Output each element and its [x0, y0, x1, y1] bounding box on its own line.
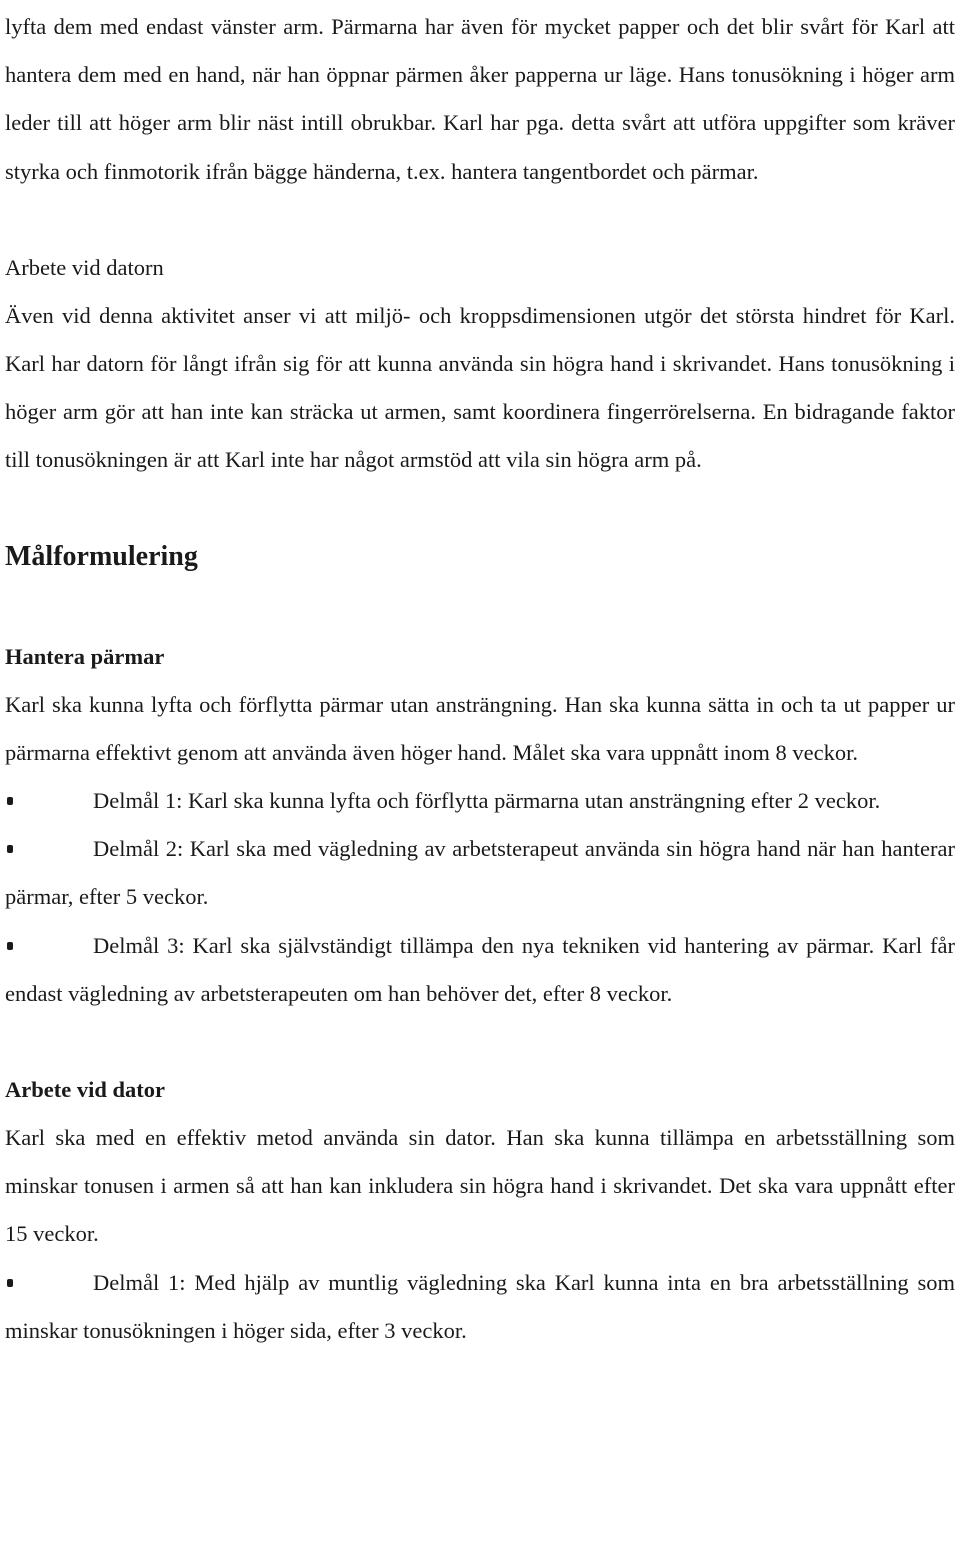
spacer	[5, 1018, 955, 1066]
spacer	[5, 196, 955, 244]
goal-heading-computer: Arbete vid dator	[5, 1077, 165, 1103]
spacer	[5, 581, 955, 633]
subgoal-item	[5, 777, 955, 825]
goal-heading-binders: Hantera pärmar	[5, 643, 165, 669]
subgoal-text: Delmål 1: Karl ska kunna lyfta och förflytta pärmarna utan ansträngning efter 2 veckor.	[93, 788, 881, 814]
spacer	[5, 485, 955, 533]
subgoal-item	[5, 825, 955, 921]
goal-formulation-heading: Målformulering	[5, 540, 198, 572]
subgoal-item	[5, 1259, 955, 1355]
document-page	[5, 0, 955, 1355]
section-paragraph-computer: Även vid denna aktivitet anser vi att miljö- och kroppsdimensionen utgör det största hindret för Karl. Karl har datorn för långt ifrån sig för att kunna använda sin högra hand i skrivandet. Hans tonusökning i höger arm gör att han inte kan sträcka ut armen, samt koordinera fingerrörelserna. En bidragande faktor till tonusökningen är att Karl inte har något armstöd att vila sin högra arm på.	[5, 302, 955, 473]
section-heading-computer: Arbete vid datorn	[5, 254, 164, 280]
intro-paragraph: lyfta dem med endast vänster arm. Pärmarna har även för mycket papper och det blir svårt för Karl att hantera dem med en hand, när han öppnar pärmen åker papperna ur läge. Hans tonusökning i höger arm leder till att höger arm blir näst intill obrukbar. Karl har pga. detta svårt att utföra uppgifter som kräver styrka och finmotorik ifrån bägge händerna, t.ex. hantera tangentbordet och pärmar.	[5, 14, 955, 184]
goal-paragraph-computer: Karl ska med en effektiv metod använda sin dator. Han ska kunna tillämpa en arbetsställning som minskar tonusen i armen så att han kan inkludera sin högra hand i skrivandet. Det ska vara uppnått efter 15 veckor.	[5, 1125, 955, 1247]
subgoal-item	[5, 922, 955, 1018]
subgoal-text: Delmål 3: Karl ska självständigt tillämpa den nya tekniken vid hantering av pärmar. Karl får endast vägledning av arbetsterapeuten om han behöver det, efter 8 veckor.	[5, 932, 955, 1006]
subgoal-text: Delmål 1: Med hjälp av muntlig vägledning ska Karl kunna inta en bra arbetsställning som minskar tonusökningen i höger sida, efter 3 veckor.	[5, 1269, 955, 1343]
subgoal-text: Delmål 2: Karl ska med vägledning av arbetsterapeut använda sin högra hand när han hanterar pärmar, efter 5 veckor.	[5, 836, 955, 910]
goal-paragraph-binders: Karl ska kunna lyfta och förflytta pärmar utan ansträngning. Han ska kunna sätta in och ta ut papper ur pärmarna effektivt genom att använda även höger hand. Målet ska vara uppnått inom 8 veckor.	[5, 691, 955, 765]
